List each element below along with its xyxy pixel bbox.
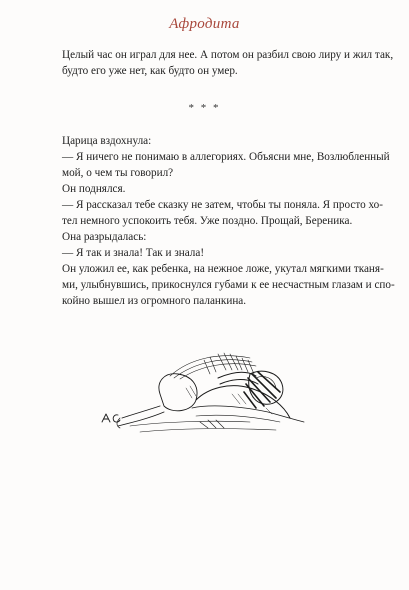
text-line: — Я рассказал тебе сказку не затем, чтобы ты поняла. Я просто хо- xyxy=(62,199,383,211)
text-line: тел немного успокоить тебя. Уже поздно. Прощай, Береника. xyxy=(62,215,353,227)
section-divider: * * * xyxy=(188,102,221,114)
text-line: Целый час он играл для нее. А потом он разбил свою лиру и жил так, xyxy=(62,49,394,61)
bed-sheet xyxy=(130,415,280,432)
text-line: — Я так и знала! Так и знала! xyxy=(62,247,205,259)
text-line: ми, улыбнувшись, прикоснулся губами к ее несчастным глазам и спо- xyxy=(62,279,395,291)
text-line: Она разрыдалась: xyxy=(62,231,147,243)
text-line: Он уложил ее, как ребенка, на нежное ложе, укутал мягкими тканя- xyxy=(62,263,384,275)
dialogue-block xyxy=(62,133,395,309)
sleeping-woman-illustration xyxy=(100,348,310,440)
text-line: будто его уже нет, как будто он умер. xyxy=(62,65,238,77)
paragraph xyxy=(62,47,394,79)
text-line: мой, о чем ты говорил? xyxy=(62,167,174,179)
running-title: Афродита xyxy=(169,16,240,32)
text-line: Царица вздохнула: xyxy=(62,135,152,147)
text-line: койно вышел из огромного паланкина. xyxy=(62,295,247,307)
text-line: Он поднялся. xyxy=(62,183,126,195)
pillow xyxy=(159,374,197,411)
artist-signature xyxy=(102,414,120,422)
text-line: — Я ничего не понимаю в аллегориях. Объясни мне, Возлюбленный xyxy=(62,151,390,163)
body xyxy=(196,386,290,418)
